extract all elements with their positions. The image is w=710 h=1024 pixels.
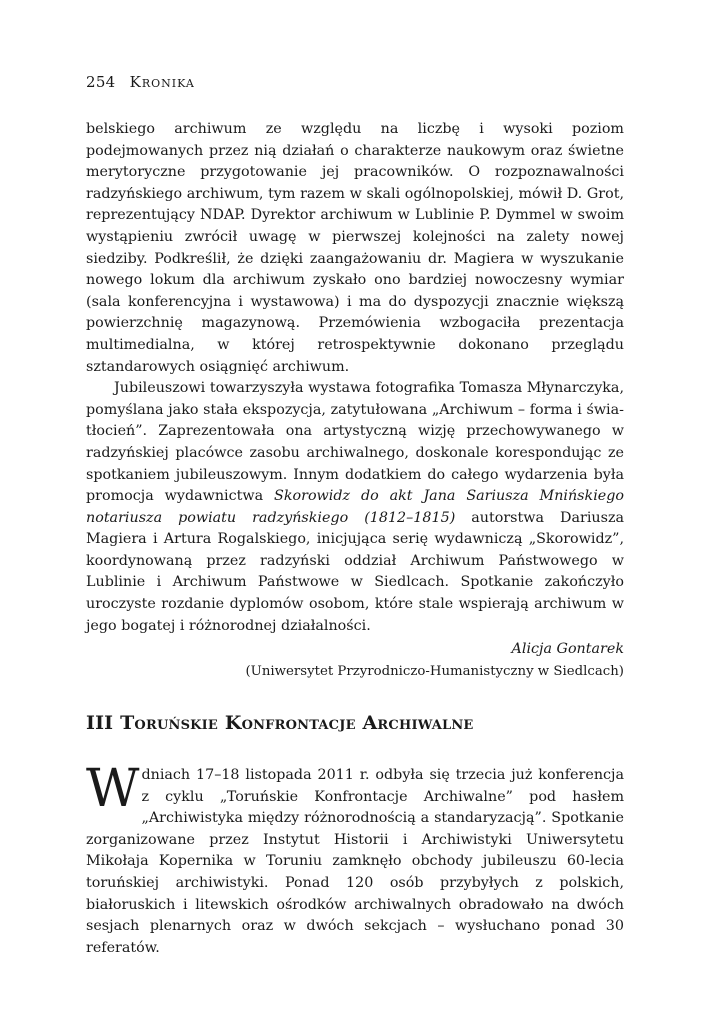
article-body	[86, 759, 624, 959]
book-title: Skorowidz do akt Jana Sariusza Mnińskiego notariusza powiatu radzyńskiego (1812–1815)	[86, 488, 624, 526]
author-name: Alicja Gontarek	[511, 641, 624, 658]
paragraph-text: dniach 17–18 listopada 2011 r. odbyła się trzecia już konferencja z cyklu „Toruńskie Konfrontacje Archiwalne” pod hasłem „Archiwistyka między różnorodnością a standaryzacją”. Spotkanie zorganizowane przez Instytut Historii i Archiwistyki Uniwersytetu Mikołaja Kopernika w Toruniu zamknęło obchody jubileuszu 60-lecia toruńskiej archiwistyki. Ponad 120 osób przybyłych z polskich, białoruskich i litewskich ośrodków archiwalnych obradowało na dwóch sesjach plenarnych oraz w dwóch sekcjach – wysłuchano ponad 30 referatów.	[86, 767, 624, 956]
paragraph-opening	[86, 759, 624, 959]
article-continuation	[86, 119, 624, 682]
paragraph: belskiego archiwum ze względu na liczbę i wysoki poziom podejmowanych przez nią działań o charakterze naukowym oraz świetne merytoryczne przygotowanie jej pracowników. O rozpoznawalności radzyńskiego archiwum, tym razem w skali ogólnopolskiej, mówił D. Grot, reprezentujący NDAP. Dyrektor archiwum w Lublinie P. Dymmel w swoim wystąpieniu zwrócił uwagę w pierwszej kolejności na zalety nowej siedziby. Podkreślił, że dzięki zaangażowaniu dr. Magiera w wyszukanie nowego lokum dla archiwum zyskało ono bardziej nowoczesny wymiar (sala konferencyjna i wystawowa) i ma do dyspozycji znacznie większą powierzchnię magazynową. Przemówienia wzbogaciła prezentacja multimedialna, w której retrospektywnie dokonano przeglądu sztandarowych osiągnięć archiwum.	[86, 121, 624, 375]
section-title: III Toruńskie Konfrontacje Archiwalne	[86, 712, 474, 734]
paragraph-exhibition	[86, 378, 624, 637]
paragraph-text: autorstwa Dariusza Magiera i Artura Rogalskiego, inicjująca serię wydawniczą „Skorowidz”, koordynowaną przez radzyński oddział Archiwum Państwowego w Lublinie i Archiwum Państwowe w Siedlcach. Spotkanie zakończyło uroczyste rozdanie dyplomów osobom, które stale wspierają archiwum w jego bogatej i różnorodnej działalności.	[86, 509, 624, 634]
author-affiliation: (Uniwersytet Przyrodniczo-Humanistyczny w Siedlcach)	[245, 663, 624, 679]
running-title: Kronika	[129, 73, 195, 91]
running-header	[86, 73, 195, 91]
author-signature	[86, 639, 624, 682]
drop-cap: W	[86, 759, 136, 819]
page-number: 254	[86, 73, 116, 91]
paragraph-text: Jubileuszowi towarzyszyła wystawa fotografika Tomasza Młynarczyka, pomyślana jako stała ekspozycja, zatytułowana „Archiwum – forma i światłocień”. Zaprezentowała ona artystyczną wizję przechowywanego w radzyńskiej placówce zasobu archiwalnego, doskonale korespondując ze spotkaniem jubileuszowym. Innym dodatkiem do całego wydarzenia była promocja wydawnictwa	[86, 380, 624, 505]
